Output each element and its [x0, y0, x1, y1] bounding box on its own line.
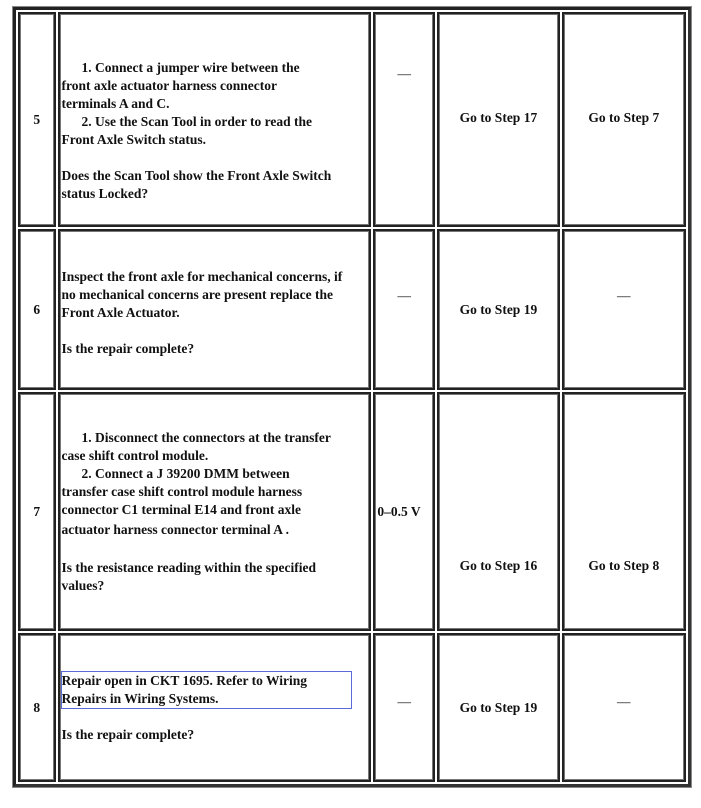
action-line: connector C1 terminal E14 and front axle — [61, 501, 302, 517]
repair-link[interactable]: Repair open in CKT 1695. Refer to Wiring Repairs in Wiring Systems. — [62, 672, 351, 708]
step-number: 7 — [18, 392, 56, 631]
question-text: Does the Scan Tool show the Front Axle Switch status Locked? — [61, 167, 332, 201]
action-cell — [58, 392, 372, 631]
question-text: Is the resistance reading within the specified values? — [61, 559, 317, 593]
table-row-step-7 — [18, 392, 686, 631]
yes-action[interactable]: Go to Step 17 — [459, 109, 538, 125]
value-cell — [373, 229, 435, 390]
action-line: 1. Disconnect the connectors at the transfer — [81, 429, 331, 445]
value-cell — [373, 12, 435, 227]
no-action[interactable]: Go to Step 8 — [588, 557, 660, 573]
value-text: — — [397, 693, 412, 709]
table-row-step-8 — [18, 633, 686, 782]
action-line: 1. Connect a jumper wire between the — [81, 59, 300, 75]
action-text: Inspect the front axle for mechanical concerns, if no mechanical concerns are present replace the Front Axle Actuator. — [61, 268, 343, 320]
action-line: Front Axle Switch status. — [61, 131, 207, 147]
value-cell — [373, 633, 435, 782]
yes-action[interactable]: Go to Step 16 — [459, 557, 538, 573]
no-cell — [562, 633, 686, 782]
action-line: transfer case shift control module harness — [61, 483, 303, 499]
no-cell — [562, 229, 686, 390]
action-line: terminals A and C. — [61, 95, 170, 111]
action-line: case shift control module. — [61, 447, 209, 463]
action-cell — [58, 12, 372, 227]
action-line: actuator harness connector terminal A . — [61, 521, 290, 537]
yes-cell — [437, 12, 559, 227]
yes-cell — [437, 392, 559, 631]
step-number: 5 — [18, 12, 56, 227]
value-text: 0–0.5 V — [377, 503, 421, 519]
question-text: Is the repair complete? — [61, 726, 195, 742]
table-row-step-6 — [18, 229, 686, 390]
value-text: — — [397, 65, 412, 81]
action-cell — [58, 633, 372, 782]
action-line: 2. Connect a J 39200 DMM between — [81, 465, 290, 481]
action-cell — [58, 229, 372, 390]
yes-cell — [437, 229, 559, 390]
yes-action[interactable]: Go to Step 19 — [459, 301, 538, 317]
yes-cell — [437, 633, 559, 782]
no-action: — — [617, 693, 631, 709]
yes-action[interactable]: Go to Step 19 — [459, 699, 538, 715]
no-action: — — [617, 287, 631, 303]
value-cell — [373, 392, 435, 631]
step-number: 8 — [18, 633, 56, 782]
table-row-step-5 — [18, 12, 686, 227]
question-text: Is the repair complete? — [61, 340, 195, 356]
action-line: front axle actuator harness connector — [61, 77, 277, 93]
no-action[interactable]: Go to Step 7 — [588, 109, 660, 125]
no-cell — [562, 12, 686, 227]
action-line: 2. Use the Scan Tool in order to read the — [81, 113, 313, 129]
diagnostic-table — [13, 7, 691, 787]
no-cell — [562, 392, 686, 631]
step-number: 6 — [18, 229, 56, 390]
value-text: — — [397, 287, 412, 303]
